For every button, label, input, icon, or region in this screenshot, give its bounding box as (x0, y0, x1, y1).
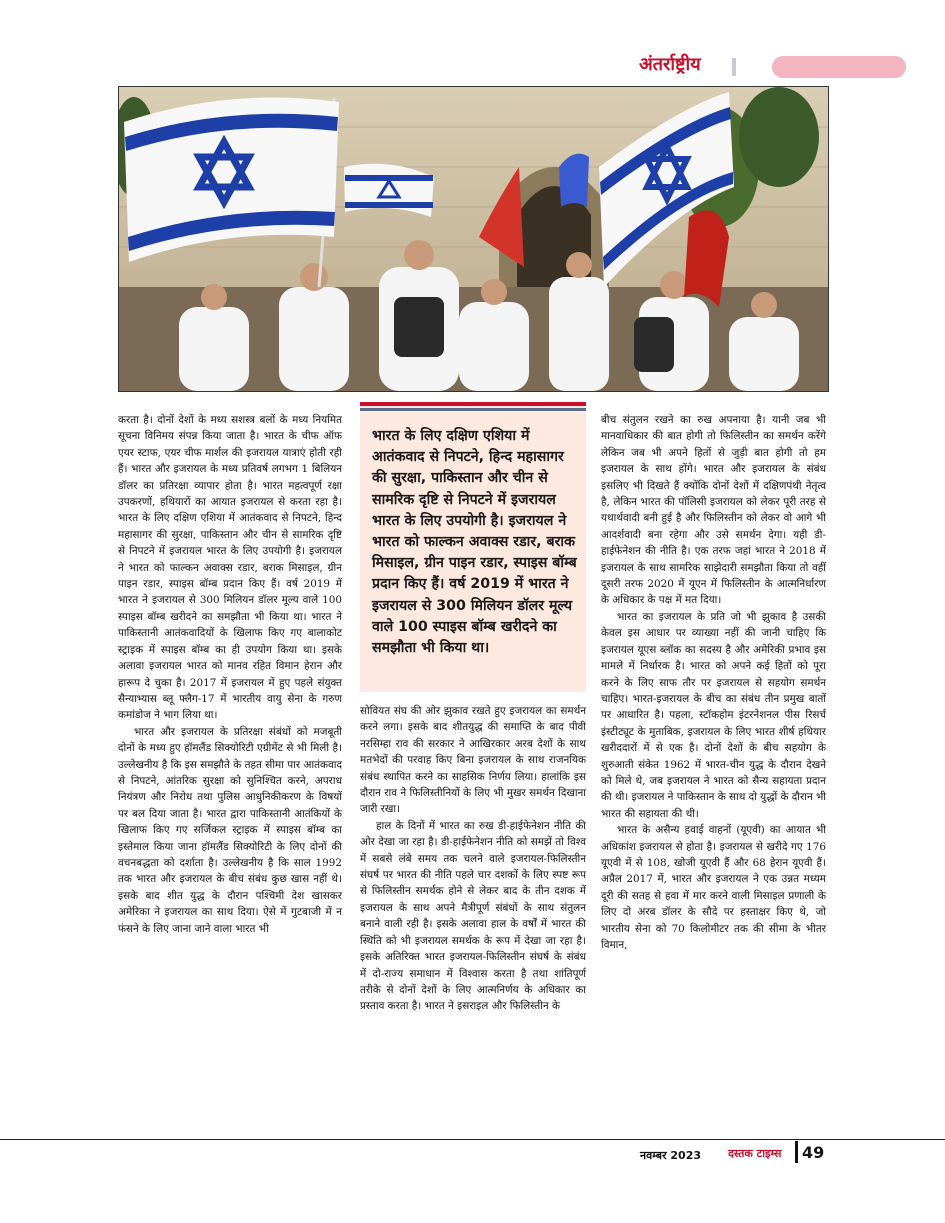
pull-quote-box (360, 402, 586, 692)
section-pill-decoration (772, 56, 906, 78)
paragraph: भारत के असैन्य हवाई वाहनों (यूएवी) का आयात भी अधिकांश इजरायल से होता है। इजरायल से खरीदे गए 176 यूएवी में से 108, खोजी यूएवी हैं और 68 हेरान यूएवी हैं। अप्रैल 2017 में, भारत और इजरायल ने एक उन्नत मध्यम दूरी की सतह से हवा में मार करने वाली मिसाइल प्रणाली के लिए दो अरब डॉलर के सौदे पर हस्ताक्षर किए थे, जो भारतीय सेना को 70 किलोमीटर तक की सीमा के भीतर विमान, (601, 824, 826, 951)
pull-quote-rule-red (360, 402, 586, 406)
paragraph: करता है। दोनों देशों के मध्य सशस्त्र बलों के मध्य नियमित सूचना विनिमय संपन्न किया जाता है। भारत के चीफ ऑफ एयर स्टाफ, एयर चीफ मार्शल की इजरायल यात्राएं होती रही हैं। भारत और इजरायल के मध्य प्रतिवर्ष लगभग 1 बिलियन डॉलर का प्रतिरक्षा व्यापार होता है। भारत महत्वपूर्ण रक्षा उपकरणों, हथियारों का आयात इजरायल से करता रहा है। भारत के लिए दक्षिण एशिया में आतंकवाद से निपटने, हिन्द महासागर की सुरक्षा, पाकिस्तान और चीन से सामरिक दृष्टि से निपटने में इजरायल भारत के लिए उपयोगी है। इजरायल ने भारत को फाल्कन अवाक्स रडार, बराक मिसाइल, ग्रीन पाइन रडार, स्पाइस बॉम्ब प्रदान किए हैं। वर्ष 2019 में भारत ने इजरायल से 300 मिलियन डॉलर मूल्य वाले 100 स्पाइस बॉम्ब खरीदने का समझौता भी किया था। भारत ने पाकिस्तानी आतंकवादियों के खिलाफ किए गए बालाकोट स्ट्राइक में स्पाइस बॉम्ब का ही उपयोग किया था। इसके अलावा इजरायल भारत को मानव रहित विमान हेरान और हारूप दे चुका है। 2017 में इजरायल में हुए पहले संयुक्त सैन्याभ्यास ब्लू फ्लैग-17 में भारतीय वायु सेना के गरुण कमांडोज ने भाग लिया था। (118, 414, 342, 722)
crowd-with-flags-illustration (119, 87, 828, 391)
page-number: 49 (802, 1143, 825, 1162)
paragraph: सोवियत संघ की ओर झुकाव रखते हुए इजरायल का समर्थन करने लगा। इसके बाद शीतयुद्ध की समाप्ति के बाद पीवी नरसिम्हा राव की सरकार ने आखिरकार अरब देशों के साथ मतभेदों की परवाह किए बिना इजरायल के साथ राजनयिक संबंध स्थापित करने का साहसिक निर्णय लिया। हालांकि इस दौरान राव ने फिलिस्तीनियों के लिए भी मुखर समर्थन दिखाना जारी रखा। (360, 705, 586, 816)
paragraph: हाल के दिनों में भारत का रुख डी-हाईफेनेशन नीति की ओर देखा जा रहा है। डी-हाईफेनेशन नीति को समझें तो विश्व में सबसे लंबे समय तक चलने वाले इजरायल-फिलिस्तीन संघर्ष पर भारत की नीति पहले चार दशकों के लिए स्पष्ट रूप से फिलिस्तीन समर्थक होने से लेकर बाद के तीन दशक में इजरायल के साथ अपने मैत्रीपूर्ण संबंधों के साथ संतुलन बनाने वाली रही है। इसके अलावा हाल के वर्षों में भारत की स्थिति को भी इजरायल समर्थक के रूप में देखा जा रहा है। इसके अतिरिक्त भारत इजरायल-फिलिस्तीन संघर्ष के संबंध में दो-राज्य समाधान में विश्वास करता है तथा शांतिपूर्ण तरीके से दोनों देशों के लिए आत्मनिर्णय के अधिकार का प्रस्ताव करता है। भारत ने इसराइल और फिलिस्तीन के (360, 819, 586, 1013)
footer-separator (795, 1141, 798, 1163)
paragraph: भारत और इजरायल के प्रतिरक्षा संबंधों को मजबूती दोनों के मध्य हुए हॉमलैंड सिक्योरिटी एग्रीमेंट से भी मिली है। उल्लेखनीय है कि इस समझौते के तहत सीमा पार आतंकवाद से निपटने, आंतरिक सुरक्षा को सुनिश्चित करने, अपराध नियंत्रण और निरोध तथा पुलिस आधुनिकीकरण के विषयों पर बल दिया जाता है। भारत द्वारा पाकिस्तानी आतंकियों के खिलाफ किए गए सर्जिकल स्ट्राइक में स्पाइस बॉम्ब का इस्तेमाल किया जाना हॉमलैंड सिक्योरिटी के लिए दोनों की वचनबद्धता को दर्शाता है। उल्लेखनीय है कि साल 1992 तक भारत और इजरायल के बीच संबंध कुछ खास नहीं थे। इसके बाद शीत युद्ध के दौरान पश्चिमी देश खासकर अमेरिका ने इजरायल का साथ दिया। ऐसे में गुटबाजी में न फंसने के लिए जाना जाने वाला भारत भी (118, 725, 342, 935)
footer-issue-date: नवम्बर 2023 (640, 1149, 702, 1162)
paragraph: भारत का इजरायल के प्रति जो भी झुकाव है उसकी केवल इस आधार पर व्याख्या नहीं की जानी चाहिए कि इजरायल यूएस ब्लॉक का सदस्य है और अमेरिकी प्रभाव इस मामले में निर्धारक है। भारत को अपने कई हितों को पूरा करने के लिए साफ तौर पर इजरायल से सहयोग समर्थन चाहिए। भारत-इजरायल के बीच का संबंध तीन प्रमुख बातों पर आधारित है। पहला, स्टॉकहोम इंटरनेशनल पीस रिसर्च इंस्टीट्यूट के मुताबिक, इजरायल के लिए भारत शीर्ष हथियार खरीददारों में से एक है। दोनों देशों के बीच सहयोग के शुरुआती संकेत 1962 में भारत-चीन युद्ध के दौरान देखने को मिले थे, जब इजरायल ने भारत को सैन्य सहायता प्रदान की थी। इजरायल ने पाकिस्तान के साथ दो युद्धों के दौरान भी भारत की सहायता की थी। (601, 610, 827, 820)
section-title: अंतर्राष्ट्रीय (639, 54, 701, 75)
article-column-2 (360, 703, 586, 1015)
footer-rule (0, 1139, 945, 1140)
pull-quote-text: भारत के लिए दक्षिण एशिया में आतंकवाद से निपटने, हिन्द महासागर की सुरक्षा, पाकिस्तान और चीन से सामरिक दृष्टि से निपटने में इजरायल भारत के लिए उपयोगी है। इजरायल ने भारत को फाल्कन अवाक्स रडार, बराक मिसाइल, ग्रीन पाइन रडार, स्पाइस बॉम्ब प्रदान किए हैं। वर्ष 2019 में भारत ने इजरायल से 300 मिलियन डॉलर मूल्य वाले 100 स्पाइस बॉम्ब खरीदने का समझौता भी किया था। (372, 428, 577, 657)
footer-magazine-logo: दस्तक टाइम्स (728, 1147, 782, 1160)
article-column-3 (601, 412, 826, 953)
article-column-1 (118, 412, 342, 937)
article-photo (118, 86, 829, 392)
section-divider (732, 58, 736, 76)
paragraph: बीच संतुलन रखने का रुख अपनाया है। यानी जब भी मानवाधिकार की बात होगी तो फिलिस्तीन का समर्थन करेंगे लेकिन जब भी अपने हितों से जुड़ी बात होगी तो हम इजरायल के साथ होंगे। भारत और इजरायल के संबंध इसलिए भी दिखते हैं क्योंकि दोनों देशों में दक्षिणपंथी नेतृत्व है, लेकिन भारत की पॉलिसी इजरायल को लेकर पूरी तरह से यथार्थवादी बनी हुई है और फिलिस्तीन को लेकर वो आगे भी आदर्शवादी बना रहेगा और उसे समर्थन देगा। यही डी-हाईफेनेशन की नीति है। एक तरफ जहां भारत ने 2018 में इजरायल के साथ सामरिक साझेदारी समझौता किया तो वहीं दूसरी तरफ 2020 में यूएन में फिलिस्तीन के आत्मनिर्धारण के अधिकार के पक्ष में मत दिया। (601, 414, 826, 607)
pull-quote-rule-blue (360, 408, 586, 411)
